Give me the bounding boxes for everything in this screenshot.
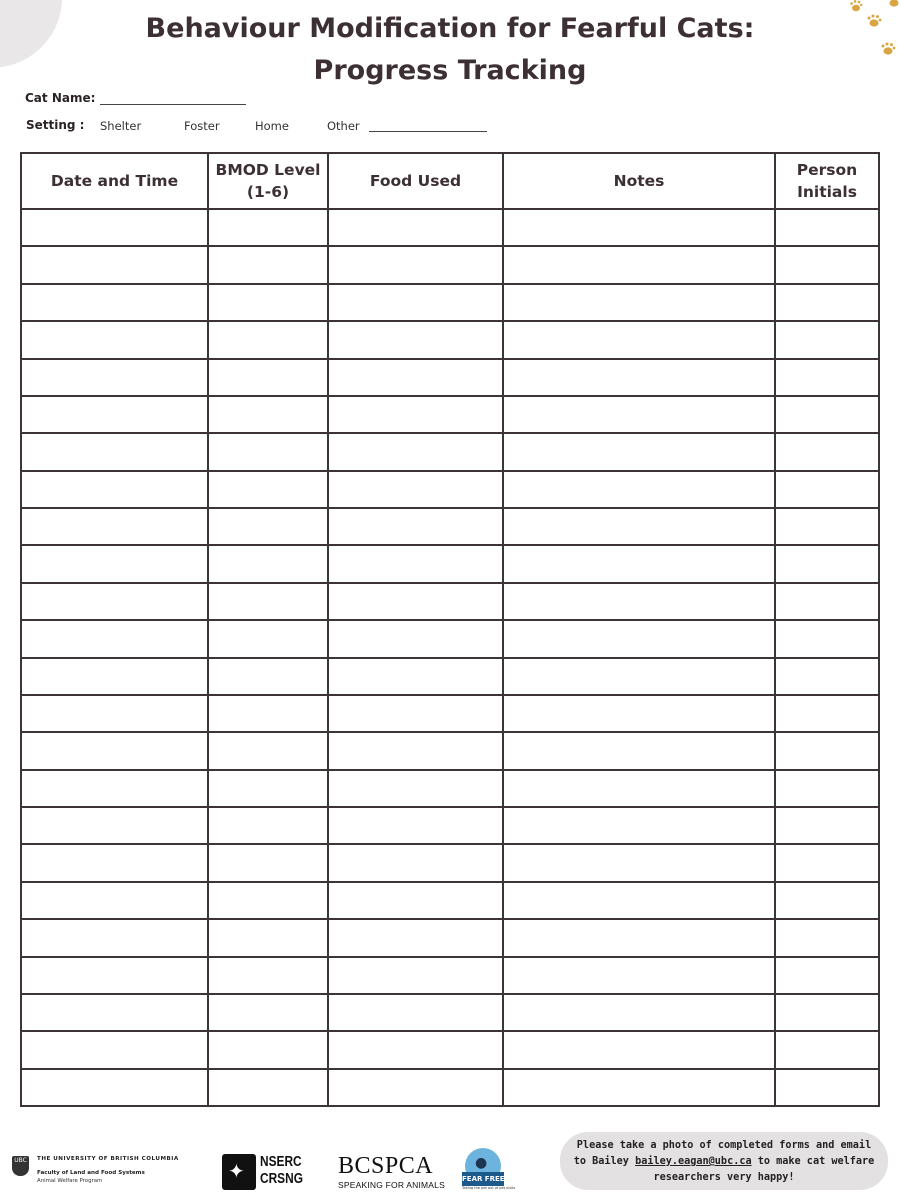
setting-option-other[interactable]: Other — [327, 119, 360, 133]
cell-notes[interactable] — [503, 246, 775, 283]
cell-person-initials[interactable] — [775, 882, 879, 919]
cell-bmod-level[interactable] — [208, 658, 328, 695]
header-person-initials — [775, 153, 879, 209]
cell-person-initials[interactable] — [775, 545, 879, 582]
cell-bmod-level[interactable] — [208, 770, 328, 807]
cell-person-initials[interactable] — [775, 209, 879, 246]
cell-notes[interactable] — [503, 807, 775, 844]
cell-notes[interactable] — [503, 545, 775, 582]
cell-food-used[interactable] — [328, 695, 503, 732]
cell-date-time[interactable] — [21, 1031, 208, 1068]
progress-table — [20, 152, 880, 1107]
header-text: BMOD Level (1-6) — [215, 161, 321, 201]
table-row — [21, 658, 879, 695]
cell-date-time[interactable] — [21, 1069, 208, 1106]
cell-food-used[interactable] — [328, 620, 503, 657]
cell-bmod-level[interactable] — [208, 882, 328, 919]
cell-bmod-level[interactable] — [208, 359, 328, 396]
cat-icon: ● — [475, 1155, 488, 1171]
cell-person-initials[interactable] — [775, 433, 879, 470]
cell-person-initials[interactable] — [775, 1031, 879, 1068]
cell-notes[interactable] — [503, 957, 775, 994]
table-row — [21, 1031, 879, 1068]
table-row — [21, 919, 879, 956]
cell-person-initials[interactable] — [775, 732, 879, 769]
cell-person-initials[interactable] — [775, 807, 879, 844]
cell-food-used[interactable] — [328, 246, 503, 283]
cell-date-time[interactable] — [21, 246, 208, 283]
ubc-faculty: Faculty of Land and Food Systems — [37, 1170, 145, 1176]
cell-notes[interactable] — [503, 471, 775, 508]
table-row — [21, 545, 879, 582]
table-row — [21, 471, 879, 508]
cell-food-used[interactable] — [328, 359, 503, 396]
table-row — [21, 284, 879, 321]
cell-person-initials[interactable] — [775, 844, 879, 881]
cell-date-time[interactable] — [21, 695, 208, 732]
table-row — [21, 433, 879, 470]
cell-person-initials[interactable] — [775, 583, 879, 620]
ubc-name: THE UNIVERSITY OF BRITISH COLUMBIA — [37, 1156, 179, 1162]
fear-free-name: FEAR FREE — [462, 1172, 504, 1186]
table-row — [21, 508, 879, 545]
cell-notes[interactable] — [503, 658, 775, 695]
cell-person-initials[interactable] — [775, 396, 879, 433]
cell-date-time[interactable] — [21, 359, 208, 396]
nserc-badge — [222, 1154, 256, 1190]
cell-date-time[interactable] — [21, 209, 208, 246]
table-row — [21, 770, 879, 807]
nserc-line-2: CRSNG — [260, 1171, 303, 1187]
cell-date-time[interactable] — [21, 658, 208, 695]
fear-free-logo — [462, 1148, 516, 1194]
header-food-used: Food Used — [328, 153, 503, 209]
page-title — [0, 8, 900, 92]
table-row — [21, 1069, 879, 1106]
cell-food-used[interactable] — [328, 919, 503, 956]
cell-date-time[interactable] — [21, 284, 208, 321]
cell-notes[interactable] — [503, 284, 775, 321]
cell-notes[interactable] — [503, 1069, 775, 1106]
cell-bmod-level[interactable] — [208, 321, 328, 358]
cell-notes[interactable] — [503, 396, 775, 433]
cell-bmod-level[interactable] — [208, 471, 328, 508]
cell-person-initials[interactable] — [775, 471, 879, 508]
table-row — [21, 321, 879, 358]
table-row — [21, 583, 879, 620]
cell-notes[interactable] — [503, 919, 775, 956]
cell-food-used[interactable] — [328, 321, 503, 358]
cell-bmod-level[interactable] — [208, 844, 328, 881]
header-notes: Notes — [503, 153, 775, 209]
cell-person-initials[interactable] — [775, 321, 879, 358]
bcspca-name: BCSPCA — [338, 1153, 434, 1179]
cell-food-used[interactable] — [328, 882, 503, 919]
cell-food-used[interactable] — [328, 1069, 503, 1106]
cell-date-time[interactable] — [21, 882, 208, 919]
setting-option-home[interactable]: Home — [255, 119, 289, 133]
cell-food-used[interactable] — [328, 957, 503, 994]
setting-label: Setting : — [26, 118, 85, 132]
cell-person-initials[interactable] — [775, 1069, 879, 1106]
table-row — [21, 732, 879, 769]
cell-date-time[interactable] — [21, 396, 208, 433]
cell-date-time[interactable] — [21, 508, 208, 545]
cell-person-initials[interactable] — [775, 919, 879, 956]
email-link[interactable]: bailey.eagan@ubc.ca — [635, 1156, 752, 1167]
cell-bmod-level[interactable] — [208, 1069, 328, 1106]
table-row — [21, 209, 879, 246]
cell-food-used[interactable] — [328, 658, 503, 695]
table-row — [21, 246, 879, 283]
maple-leaf-icon: ✦ — [228, 1159, 245, 1183]
email-note-before: Please take a photo of completed forms and email to Bailey — [573, 1140, 872, 1167]
cell-bmod-level[interactable] — [208, 1031, 328, 1068]
cell-food-used[interactable] — [328, 508, 503, 545]
cell-notes[interactable] — [503, 583, 775, 620]
title-line-1: Behaviour Modification for Fearful Cats: — [145, 13, 755, 44]
cell-person-initials[interactable] — [775, 658, 879, 695]
ubc-program: Animal Welfare Program — [37, 1178, 103, 1184]
cell-person-initials[interactable] — [775, 620, 879, 657]
cat-name-field[interactable] — [100, 104, 246, 105]
header-date-time: Date and Time — [21, 153, 208, 209]
cell-food-used[interactable] — [328, 844, 503, 881]
setting-option-shelter[interactable]: Shelter — [100, 119, 142, 133]
cell-notes[interactable] — [503, 620, 775, 657]
cell-bmod-level[interactable] — [208, 695, 328, 732]
cell-notes[interactable] — [503, 359, 775, 396]
cell-person-initials[interactable] — [775, 284, 879, 321]
table-row — [21, 994, 879, 1031]
table-row — [21, 807, 879, 844]
header-bmod-level — [208, 153, 328, 209]
setting-option-foster[interactable]: Foster — [184, 119, 220, 133]
cell-food-used[interactable] — [328, 396, 503, 433]
table-row — [21, 620, 879, 657]
cell-date-time[interactable] — [21, 770, 208, 807]
other-setting-field[interactable] — [369, 131, 487, 132]
nserc-wordmark — [260, 1154, 303, 1188]
cell-bmod-level[interactable] — [208, 433, 328, 470]
cell-person-initials[interactable] — [775, 957, 879, 994]
cell-person-initials[interactable] — [775, 246, 879, 283]
cell-bmod-level[interactable] — [208, 957, 328, 994]
table-row — [21, 695, 879, 732]
cell-food-used[interactable] — [328, 732, 503, 769]
cell-bmod-level[interactable] — [208, 246, 328, 283]
cell-bmod-level[interactable] — [208, 732, 328, 769]
bcspca-logo — [338, 1152, 445, 1190]
cell-date-time[interactable] — [21, 957, 208, 994]
cell-bmod-level[interactable] — [208, 396, 328, 433]
cell-food-used[interactable] — [328, 1031, 503, 1068]
cell-date-time[interactable] — [21, 919, 208, 956]
cell-notes[interactable] — [503, 209, 775, 246]
cell-bmod-level[interactable] — [208, 508, 328, 545]
cell-date-time[interactable] — [21, 583, 208, 620]
cell-person-initials[interactable] — [775, 508, 879, 545]
cat-name-label: Cat Name: — [25, 91, 96, 105]
cell-notes[interactable] — [503, 882, 775, 919]
cell-notes[interactable] — [503, 508, 775, 545]
cell-date-time[interactable] — [21, 807, 208, 844]
paw-print-icon — [888, 0, 900, 7]
cell-food-used[interactable] — [328, 583, 503, 620]
cell-bmod-level[interactable] — [208, 545, 328, 582]
table-row — [21, 844, 879, 881]
cell-notes[interactable] — [503, 695, 775, 732]
cell-notes[interactable] — [503, 732, 775, 769]
cell-bmod-level[interactable] — [208, 583, 328, 620]
cell-notes[interactable] — [503, 844, 775, 881]
cell-bmod-level[interactable] — [208, 994, 328, 1031]
nserc-line-1: NSERC — [260, 1154, 302, 1170]
ubc-crest-icon: UBC — [12, 1156, 29, 1176]
cell-food-used[interactable] — [328, 471, 503, 508]
cell-notes[interactable] — [503, 1031, 775, 1068]
header-text: Person Initials — [796, 161, 858, 201]
table-row — [21, 359, 879, 396]
cell-food-used[interactable] — [328, 994, 503, 1031]
cell-date-time[interactable] — [21, 994, 208, 1031]
cell-person-initials[interactable] — [775, 359, 879, 396]
cell-food-used[interactable] — [328, 433, 503, 470]
fear-free-tagline: Taking the pet out of pet visits — [462, 1186, 516, 1190]
cell-person-initials[interactable] — [775, 770, 879, 807]
cell-date-time[interactable] — [21, 620, 208, 657]
bcspca-tagline: SPEAKING FOR ANIMALS — [338, 1180, 445, 1190]
cell-date-time[interactable] — [21, 321, 208, 358]
cell-date-time[interactable] — [21, 433, 208, 470]
cell-bmod-level[interactable] — [208, 620, 328, 657]
cell-food-used[interactable] — [328, 209, 503, 246]
cell-food-used[interactable] — [328, 807, 503, 844]
cell-notes[interactable] — [503, 321, 775, 358]
table-header-row — [21, 153, 879, 209]
cell-food-used[interactable] — [328, 545, 503, 582]
email-note-after: to make cat welfare researchers very happy! — [653, 1156, 875, 1183]
email-note — [568, 1138, 880, 1186]
cell-notes[interactable] — [503, 433, 775, 470]
cell-bmod-level[interactable] — [208, 919, 328, 956]
cell-food-used[interactable] — [328, 770, 503, 807]
title-line-2: Progress Tracking — [313, 55, 587, 86]
cell-date-time[interactable] — [21, 844, 208, 881]
table-row — [21, 882, 879, 919]
cell-date-time[interactable] — [21, 732, 208, 769]
cell-person-initials[interactable] — [775, 695, 879, 732]
cell-food-used[interactable] — [328, 284, 503, 321]
cell-bmod-level[interactable] — [208, 284, 328, 321]
table-row — [21, 957, 879, 994]
cell-date-time[interactable] — [21, 545, 208, 582]
cell-date-time[interactable] — [21, 471, 208, 508]
cell-person-initials[interactable] — [775, 994, 879, 1031]
cell-bmod-level[interactable] — [208, 807, 328, 844]
cell-notes[interactable] — [503, 770, 775, 807]
cell-bmod-level[interactable] — [208, 209, 328, 246]
table-row — [21, 396, 879, 433]
cell-notes[interactable] — [503, 994, 775, 1031]
